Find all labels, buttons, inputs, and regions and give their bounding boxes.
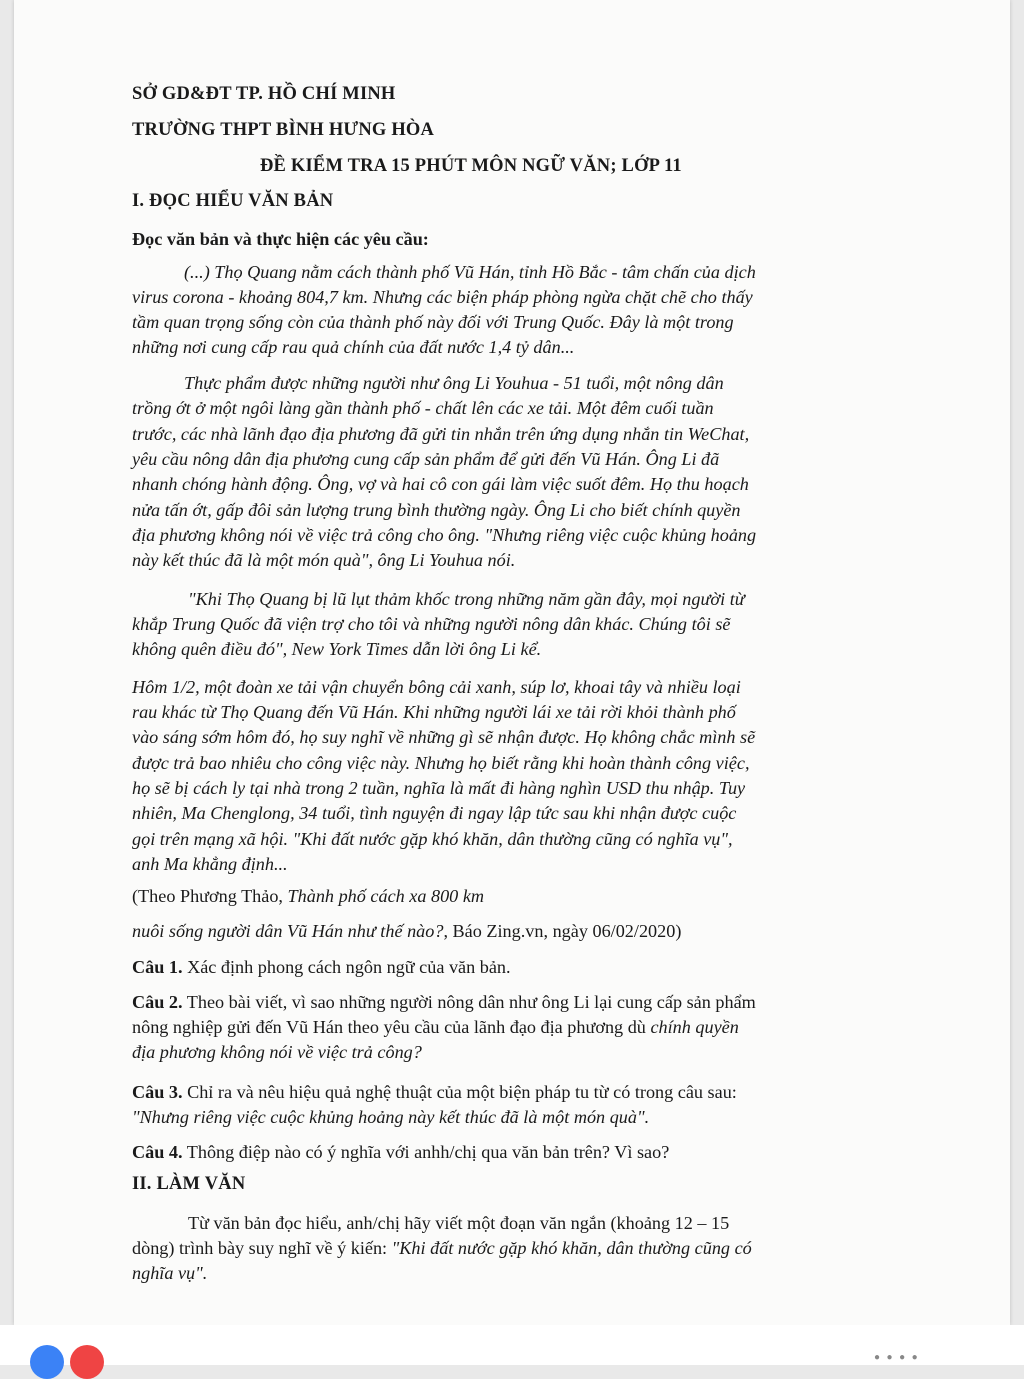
question-text: Thông điệp nào có ý nghĩa với anhh/chị qua văn bản trên? Vì sao? [182, 1142, 670, 1162]
question-3-quote: "Nhưng riêng việc cuộc khủng hoảng này kết thúc đã là một món quà". [132, 1107, 650, 1127]
p3-line: "Khi Thọ Quang bị lũ lụt thảm khốc trong những năm gần đây, mọi người từ [188, 589, 745, 609]
question-2-line-2 [132, 1015, 739, 1039]
p4-line: nhiên, Ma Chenglong, 34 tuổi, tình nguyện đi ngay lập tức sau khi nhận được cuộc [132, 803, 737, 823]
essay-line: Từ văn bản đọc hiểu, anh/chị hãy viết một đoạn văn ngắn (khoảng 12 – 15 [188, 1213, 730, 1233]
question-label: Câu 3. [132, 1082, 183, 1102]
bottom-bar [0, 1325, 1024, 1365]
like-reaction-icon[interactable] [30, 1345, 64, 1379]
p4-line: vào sáng sớm hôm đó, họ suy nghĩ về những gì sẽ nhận được. Họ không chắc mình sẽ [132, 727, 756, 747]
question-label: Câu 2. [132, 992, 183, 1012]
p2-line: yêu cầu nông dân địa phương cung cấp sản phẩm để gửi đến Vũ Hán. Ông Li đã [132, 449, 720, 469]
p3-line: khắp Trung Quốc đã viện trợ cho tôi và những người nông dân khác. Chúng tôi sẽ [132, 614, 731, 634]
source-line-1 [132, 884, 484, 908]
p2-line: nhanh chóng hành động. Ông, vợ và hai cô con gái làm việc suốt đêm. Họ thu hoạch [132, 474, 749, 494]
p1-line: những nơi cung cấp rau quả chính của đất nước 1,4 tỷ dân... [132, 337, 575, 357]
p4-line: Hôm 1/2, một đoàn xe tải vận chuyển bông cải xanh, súp lơ, khoai tây và nhiều loại [132, 677, 741, 697]
source-title: Thành phố cách xa 800 km [287, 886, 485, 906]
question-text-italic: chính quyền [650, 1017, 739, 1037]
p1-line: virus corona - khoảng 804,7 km. Nhưng các biện pháp phòng ngừa chặt chẽ cho thấy [132, 287, 753, 307]
question-text: Xác định phong cách ngôn ngữ của văn bản. [182, 957, 511, 977]
department-heading: SỞ GD&ĐT TP. HỒ CHÍ MINH [132, 84, 396, 104]
question-text: Theo bài viết, vì sao những người nông dân như ông Li lại cung cấp sản phẩm [182, 992, 756, 1012]
instruction: Đọc văn bản và thực hiện các yêu cầu: [132, 229, 429, 249]
love-reaction-icon[interactable] [70, 1345, 104, 1379]
source-suffix: , Báo Zing.vn, ngày 06/02/2020) [443, 921, 682, 941]
question-label: Câu 4. [132, 1142, 183, 1162]
essay-text: dòng) trình bày suy nghĩ về ý kiến: [132, 1238, 392, 1258]
question-1 [132, 955, 511, 979]
p2-line: nửa tấn ớt, gấp đôi sản lượng trung bình thường ngày. Ông Li cho biết chính quyền [132, 500, 741, 520]
school-heading: TRƯỜNG THPT BÌNH HƯNG HÒA [132, 120, 435, 140]
p2-line: này kết thúc đã là một món quà", ông Li Youhua nói. [132, 550, 516, 570]
more-dots-icon[interactable]: ● ● ● ● [874, 1352, 920, 1363]
p2-line: địa phương không nói về việc trả công cho ông. "Nhưng riêng việc cuộc khủng hoảng [132, 525, 757, 545]
essay-line [132, 1236, 752, 1260]
exam-page [14, 0, 1010, 1325]
question-2 [132, 990, 756, 1014]
exam-title: ĐỀ KIỂM TRA 15 PHÚT MÔN NGỮ VĂN; LỚP 11 [260, 156, 682, 176]
essay-quote-end: nghĩa vụ". [132, 1263, 208, 1283]
p4-line: được trả bao nhiêu cho công việc này. Nhưng họ biết rằng khi hoàn thành công việc, [132, 753, 750, 773]
p4-line: anh Ma khẳng định... [132, 854, 288, 874]
question-3 [132, 1080, 737, 1104]
p3-line: không quên điều đó", New York Times dẫn lời ông Li kể. [132, 639, 542, 659]
source-line-2 [132, 919, 681, 943]
p1-line: (...) Thọ Quang nằm cách thành phố Vũ Hán, tỉnh Hồ Bắc - tâm chấn của dịch [184, 262, 756, 282]
p2-line: Thực phẩm được những người như ông Li Youhua - 51 tuổi, một nông dân [184, 373, 724, 393]
question-2-line-3: địa phương không nói về việc trả công? [132, 1042, 422, 1062]
p4-line: gọi trên mạng xã hội. "Khi đất nước gặp khó khăn, dân thường cũng có nghĩa vụ", [132, 829, 733, 849]
p2-line: trồng ớt ở một ngôi làng gần thành phố - chất lên các xe tải. Một đêm cuối tuần [132, 398, 714, 418]
question-text: nông nghiệp gửi đến Vũ Hán theo yêu cầu của lãnh đạo địa phương dù [132, 1017, 651, 1037]
question-text: Chỉ ra và nêu hiệu quả nghệ thuật của một biện pháp tu từ có trong câu sau: [182, 1082, 737, 1102]
question-label: Câu 1. [132, 957, 183, 977]
p1-line: tầm quan trọng sống còn của thành phố này đối với Trung Quốc. Đây là một trong [132, 312, 734, 332]
source-title-cont: nuôi sống người dân Vũ Hán như thế nào? [132, 921, 444, 941]
question-4 [132, 1140, 669, 1164]
p4-line: họ sẽ bị cách ly tại nhà trong 2 tuần, nghĩa là mất đi hàng nghìn USD thu nhập. Tuy [132, 778, 746, 798]
source-prefix: (Theo Phương Thảo, [132, 886, 288, 906]
essay-quote: "Khi đất nước gặp khó khăn, dân thường cũng có [391, 1238, 752, 1258]
section1-title: I. ĐỌC HIỂU VĂN BẢN [132, 191, 334, 211]
p4-line: rau khác từ Thọ Quang đến Vũ Hán. Khi những người lái xe tải rời khỏi thành phố [132, 702, 736, 722]
p2-line: trước, các nhà lãnh đạo địa phương đã gửi tin nhắn trên ứng dụng nhắn tin WeChat, [132, 424, 750, 444]
section2-title: II. LÀM VĂN [132, 1174, 246, 1194]
